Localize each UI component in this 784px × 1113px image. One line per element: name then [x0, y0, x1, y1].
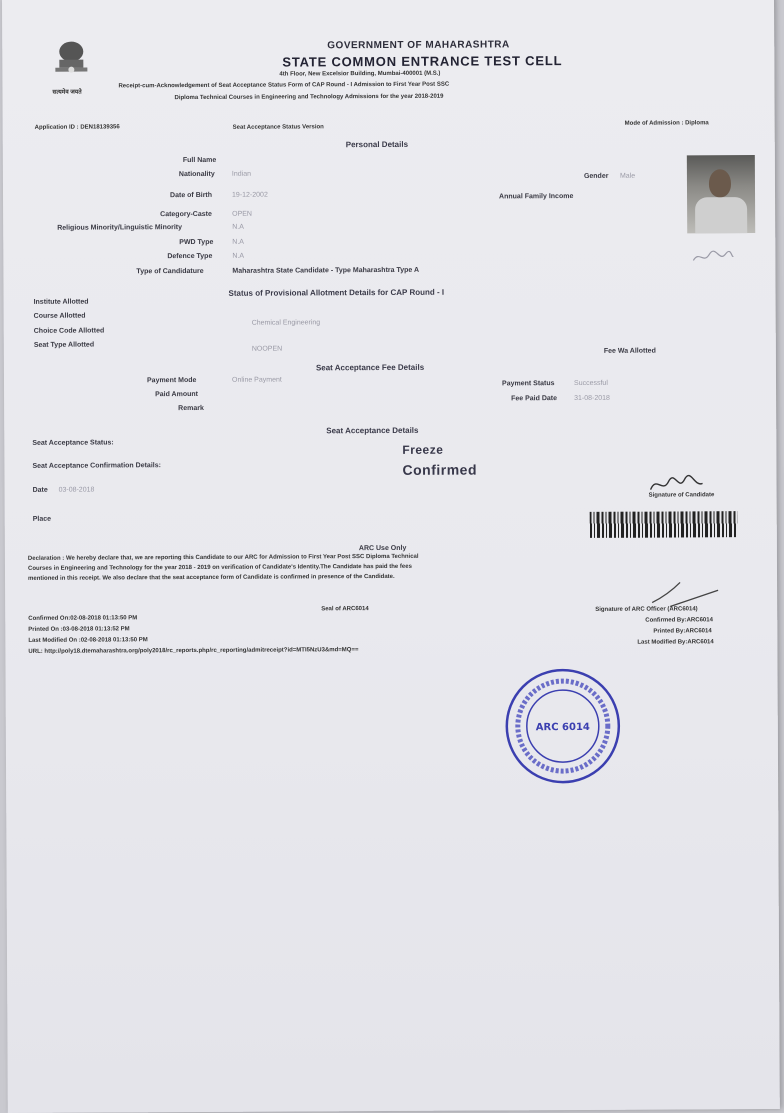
declaration-line-3: mentioned in this receipt. We also declare that the seat acceptance form of Candidate is confirmed in presence of the Candidate. [28, 573, 395, 582]
label-fee-waiver: Fee Wa Allotted [603, 347, 656, 355]
value-gender: Male [619, 172, 636, 180]
label-full-name: Full Name [182, 156, 217, 165]
label-candidature: Type of Candidature [136, 267, 204, 276]
label-place: Place [32, 515, 52, 523]
section-personal-details: Personal Details [345, 139, 409, 150]
confirmed-on: Confirmed On:02-08-2018 01:13:50 PM [28, 615, 138, 622]
label-nationality: Nationality [178, 170, 215, 179]
label-course: Course Allotted [33, 312, 86, 320]
emblem-text: सत्यमेव जयते [52, 89, 82, 96]
value-nationality: Indian [231, 170, 252, 178]
label-category: Category-Caste [160, 210, 212, 219]
application-id: Application ID : DEN18139356 [34, 124, 120, 131]
status-version: Seat Acceptance Status Version [232, 124, 324, 131]
label-family-income: Annual Family Income [499, 193, 574, 201]
arc-title: ARC Use Only [358, 544, 407, 553]
label-institute: Institute Allotted [33, 298, 89, 306]
section-acceptance-details: Seat Acceptance Details [326, 425, 419, 436]
modified-by: Last Modified By:ARC6014 [637, 639, 714, 646]
section-fee-details: Seat Acceptance Fee Details [315, 362, 425, 373]
value-acceptance-status: Freeze [402, 442, 444, 457]
label-seat-type: Seat Type Allotted [33, 341, 95, 349]
header-subtitle-1: Receipt-cum-Acknowledgement of Seat Acceptance Status Form of CAP Round - I Admission to First Year Post SSC [118, 81, 450, 90]
value-payment-status: Successful [573, 379, 608, 388]
confirmed-by: Confirmed By:ARC6014 [645, 617, 713, 624]
officer-signature [650, 578, 720, 608]
value-seat-type: NOOPEN [251, 345, 283, 353]
officer-signature-label: Signature of ARC Officer (ARC6014) [595, 606, 698, 613]
label-defence: Defence Type [167, 252, 213, 261]
value-candidature: Maharashtra State Candidate - Type Maharashtra Type A [232, 266, 420, 275]
value-course: Chemical Engineering [251, 319, 321, 327]
label-payment-status: Payment Status [501, 380, 555, 388]
label-payment-mode: Payment Mode [146, 376, 197, 385]
value-confirmation: Confirmed [402, 461, 478, 478]
header-subtitle-2: Diploma Technical Courses in Engineering and Technology Admissions for the year 2018-2019 [174, 93, 444, 102]
label-acceptance-status: Seat Acceptance Status: [32, 439, 114, 447]
receipt-document [2, 0, 780, 1113]
arc-stamp-icon [502, 664, 623, 789]
printed-by: Printed By:ARC6014 [653, 628, 712, 635]
label-candidate-signature: Signature of Candidate [648, 492, 715, 499]
declaration-line-1: Declaration : We hereby declare that, we are reporting this Candidate to our ARC for Admission to First Year Post SSC Diploma Technical [27, 553, 419, 562]
label-dob: Date of Birth [170, 191, 213, 200]
barcode [590, 511, 738, 538]
seal-label: Seal of ARC6014 [321, 606, 369, 613]
label-paid-amount: Paid Amount [155, 390, 198, 399]
printed-on: Printed On :03-08-2018 01:13:52 PM [28, 626, 130, 633]
label-remark: Remark [178, 404, 204, 413]
modified-on: Last Modified On :02-08-2018 01:13:50 PM [28, 637, 148, 644]
label-pwd: PWD Type [179, 238, 214, 247]
govt-heading: GOVERNMENT OF MAHARASHTRA [327, 39, 510, 52]
label-gender: Gender [583, 172, 609, 180]
label-fee-paid-date: Fee Paid Date [511, 395, 558, 403]
label-minority: Religious Minority/Linguistic Minority [57, 224, 183, 232]
receipt-url: URL: http://poly18.dtemaharashtra.org/poly2018/rc_reports.php/rc_reporting/admitreceipt?id=MTI5NzU3&md=MQ== [28, 647, 359, 655]
page-title: STATE COMMON ENTRANCE TEST CELL [282, 53, 563, 70]
stamp-code: ARC 6014 [535, 721, 590, 734]
value-fee-paid-date: 31-08-2018 [574, 394, 610, 403]
candidate-photo [687, 155, 755, 233]
label-choice-code: Choice Code Allotted [33, 327, 105, 335]
label-confirmation: Seat Acceptance Confirmation Details: [32, 462, 161, 470]
value-payment-mode: Online Payment [231, 376, 282, 384]
candidate-photo-signature [691, 248, 735, 266]
value-pwd: N.A [232, 238, 244, 246]
value-minority: N.A [232, 223, 244, 231]
emblem-icon [46, 38, 96, 86]
value-date: 03-08-2018 [58, 486, 95, 494]
label-date: Date [32, 486, 48, 494]
admission-mode: Mode of Admission : Diploma [624, 120, 709, 127]
value-dob: 19-12-2002 [232, 191, 268, 199]
declaration-line-2: Courses in Engineering and Technology for the year 2018 - 2019 on verification of Candidate's Identity.The Candidate has paid the fees [27, 563, 412, 572]
value-defence: N.A [232, 252, 245, 260]
section-allotment: Status of Provisional Allotment Details for CAP Round - I [228, 287, 445, 298]
value-category: OPEN [232, 210, 252, 218]
header-address: 4th Floor, New Excelsior Building, Mumbai-400001 (M.S.) [279, 70, 441, 78]
